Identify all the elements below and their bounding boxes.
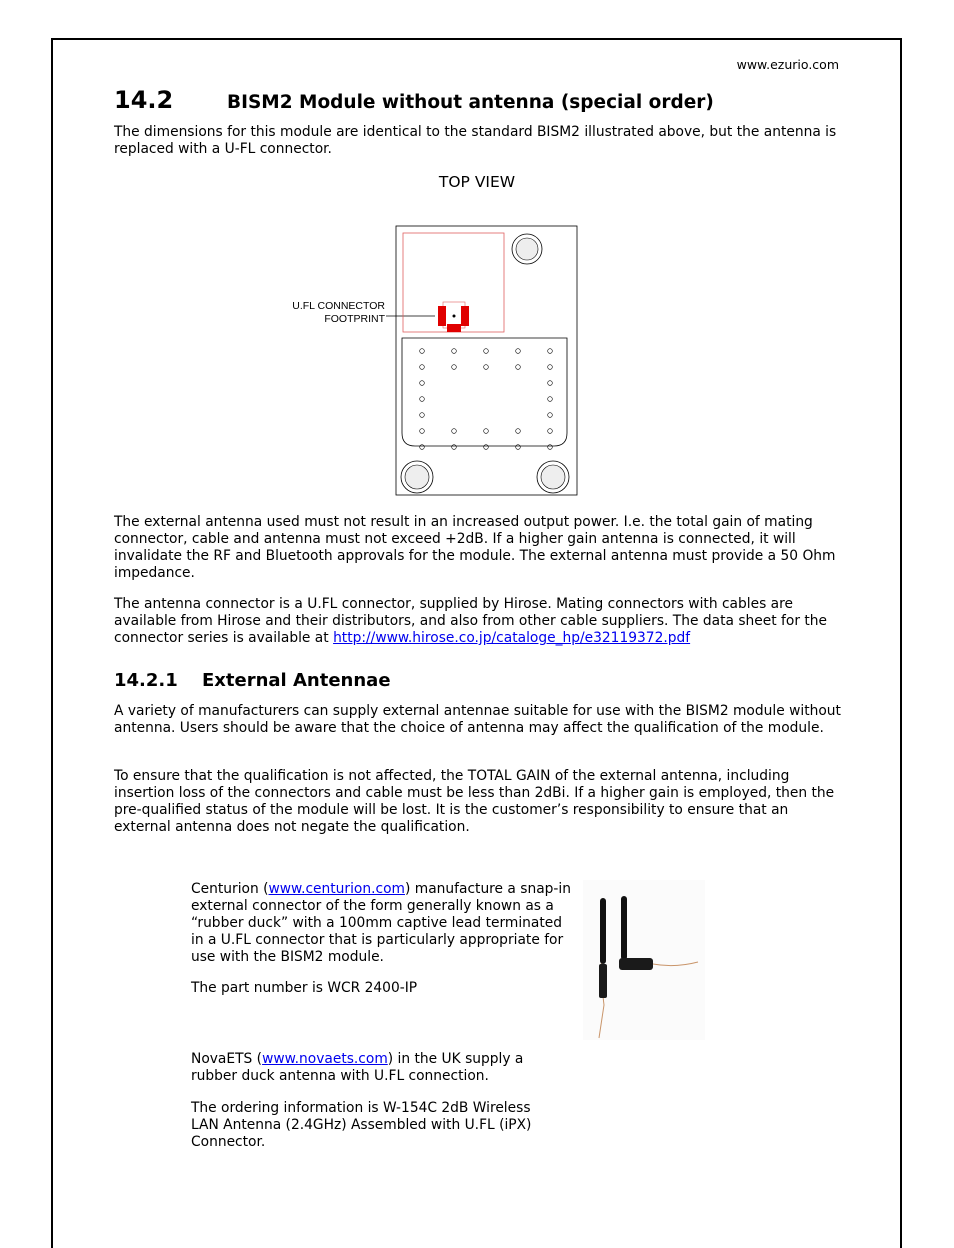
subsection-heading	[114, 670, 391, 691]
ufl-label-line1: U.FL CONNECTOR	[292, 300, 385, 312]
centurion-link[interactable]: www.centurion.com	[268, 881, 405, 897]
pad-grid	[420, 349, 553, 450]
novaets-ordering-info: The ordering information is W-154C 2dB Wireless LAN Antenna (2.4GHz) Assembled with U.FL (iPX) Connector.	[191, 1100, 532, 1150]
centurion-description: Centurion (www.centurion.com) manufacture a snap-in external connector of the form generally known as a “rubber duck” with a 100mm captive lead terminated in a U.FL connector that is particularly appropriate for use with the BISM2 module.	[191, 881, 571, 965]
section-heading	[114, 86, 714, 114]
section-title: BISM2 Module without antenna (special order)	[227, 92, 714, 113]
paragraph-connector	[114, 596, 844, 647]
figure-caption: TOP VIEW	[438, 173, 516, 191]
rubber-duck-antenna-photo	[583, 880, 705, 1040]
paragraph-total-gain: To ensure that the qualification is not affected, the TOTAL GAIN of the external antenna, including insertion loss of the connectors and cable must be less than 2dBi. If a higher gain is employed, then the pre-qualified status of the module will be lost. It is the customer’s responsibility to ensure that an external antenna does not negate the qualification.	[114, 768, 835, 835]
novaets-link[interactable]: www.novaets.com	[262, 1051, 388, 1067]
connector-text: The antenna connector is a U.FL connector, supplied by Hirose. Mating connectors with cables are available from Hirose and their distributors, and also from other cable suppliers. The data sheet for the connector series is available at	[114, 596, 828, 646]
section-intro: The dimensions for this module are identical to the standard BISM2 illustrated above, but the antenna is replaced with a U-FL connector.	[114, 124, 837, 157]
ufl-footprint	[438, 302, 469, 332]
section-number: 14.2	[114, 86, 174, 114]
subsection-title: External Antennae	[202, 670, 391, 691]
centurion-part-number: The part number is WCR 2400-IP	[191, 980, 418, 996]
ufl-label-line2: FOOTPRINT	[324, 313, 385, 325]
subsection-number: 14.2.1	[114, 670, 178, 691]
header-website: www.ezurio.com	[736, 57, 839, 72]
module-top-view-drawing	[280, 218, 600, 503]
hirose-datasheet-link[interactable]: http://www.hirose.co.jp/cataloge_hp/e32119372.pdf	[333, 630, 691, 646]
paragraph-variety: A variety of manufacturers can supply external antennae suitable for use with the BISM2 module without antenna. Users should be aware that the choice of antenna may affect the qualification of the module.	[114, 703, 841, 736]
paragraph-output-power: The external antenna used must not result in an increased output power. I.e. the total gain of mating connector, cable and antenna must not exceed +2dB. If a higher gain antenna is connected, it will invalidate the RF and Bluetooth approvals for the module. The external antenna must provide a 50 Ohm impedance.	[114, 514, 836, 581]
novaets-description: NovaETS (www.novaets.com) in the UK supply a rubber duck antenna with U.FL connection.	[191, 1051, 524, 1084]
